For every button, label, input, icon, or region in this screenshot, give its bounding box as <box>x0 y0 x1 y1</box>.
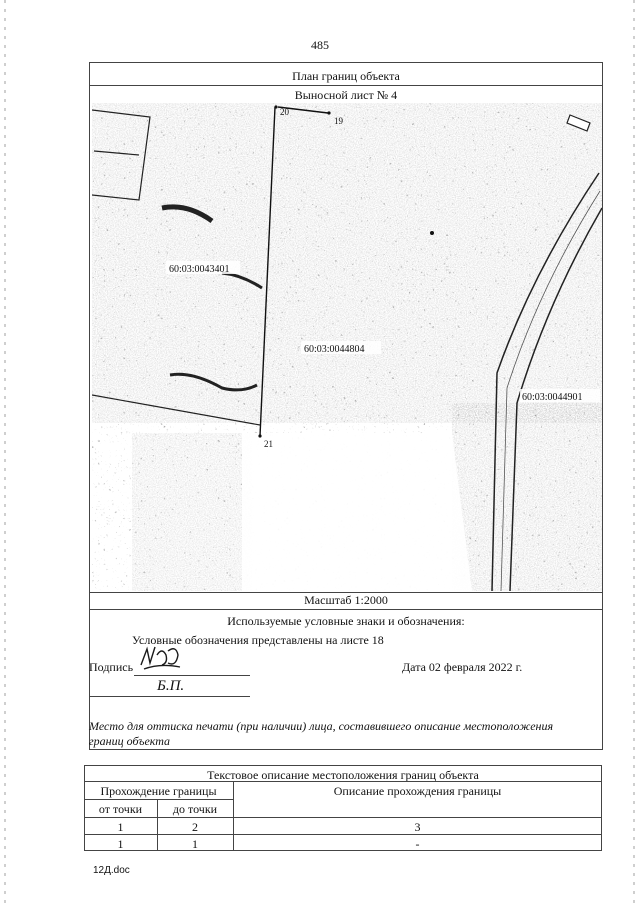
plan-title: План границ объекта <box>292 69 400 83</box>
plan-title-divider <box>89 85 603 86</box>
table-row: 3 <box>414 820 421 834</box>
boundary-point-21 <box>258 434 261 437</box>
table-row: 2 <box>192 820 198 834</box>
file-name: 12Д.doc <box>93 865 130 876</box>
column-description-header: Описание прохождения границы <box>333 784 502 798</box>
plan-subtitle: Выносной лист № 4 <box>294 88 398 102</box>
parcel-c-label: 60:03:0044901 <box>522 392 583 403</box>
table-rule-3 <box>84 817 602 818</box>
table-row: 1 <box>117 837 124 851</box>
stamp-note-line2: границ объекта <box>89 734 171 748</box>
scan-edge-left <box>4 0 6 905</box>
group-header: Прохождение границы <box>100 784 217 798</box>
point-19-label: 19 <box>334 116 343 126</box>
boundary-point-19 <box>327 111 330 114</box>
column-from-header: от точки <box>98 802 143 816</box>
description-table-title: Текстовое описание местоположения границ объекта <box>207 768 479 782</box>
small-marker <box>430 231 434 235</box>
legend-note: Условные обозначения представлены на листе 18 <box>132 633 384 647</box>
handwritten-signature <box>138 643 184 675</box>
stamp-note-line1: Место для оттиска печати (при наличии) лица, составившего описание местоположения <box>89 719 554 733</box>
scan-edge-right <box>633 0 635 905</box>
legend-heading: Используемые условные знаки и обозначения: <box>227 614 465 628</box>
signature-initials: Б.П. <box>157 678 185 694</box>
table-row: - <box>415 837 420 851</box>
parcel-b-label: 60:03:0044804 <box>304 344 365 355</box>
table-rule-1 <box>84 781 602 782</box>
scale-divider <box>89 609 603 610</box>
signature-line <box>134 675 250 676</box>
boundary-point-20 <box>274 105 277 108</box>
initials-line <box>89 696 250 697</box>
table-row: 1 <box>192 837 198 851</box>
point-21-label: 21 <box>264 439 273 449</box>
boundary-map <box>92 103 602 591</box>
page-number: 485 <box>311 38 329 52</box>
clearing-area <box>242 433 472 591</box>
column-to-header: до точки <box>172 802 218 816</box>
point-20-label: 20 <box>280 107 289 117</box>
map-scale: Масштаб 1:2000 <box>304 593 388 607</box>
table-rule-2 <box>84 799 233 800</box>
table-row: 1 <box>117 820 124 834</box>
parcel-a-label: 60:03:0043401 <box>169 264 230 275</box>
signature-label: Подпись <box>89 660 134 674</box>
document-date: Дата 02 февраля 2022 г. <box>402 660 523 674</box>
